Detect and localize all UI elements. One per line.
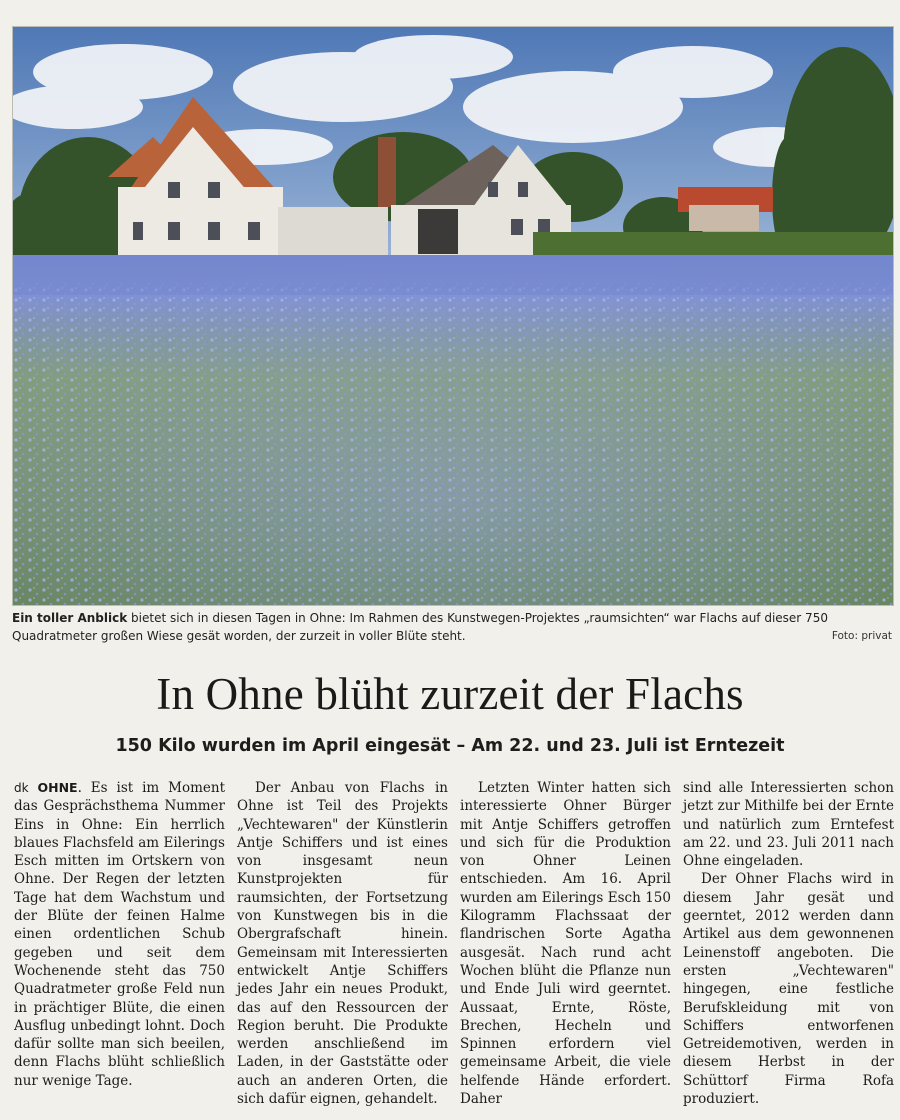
article-headline: In Ohne blüht zurzeit der Flachs — [156, 669, 744, 719]
article-column-2 — [237, 779, 448, 1108]
article-subheadline: 150 Kilo wurden im April eingesät – Am 22. und 23. Juli ist Erntezeit — [115, 736, 785, 756]
author-initials: dk — [14, 781, 29, 795]
dateline: OHNE — [37, 780, 78, 795]
article-column-3 — [460, 779, 671, 1108]
photo-credit: Foto: privat — [831, 630, 892, 642]
article-column-1 — [14, 779, 225, 1090]
column-4-text-1: sind alle Interessierten schon jetzt zur Mithilfe bei der Ernte und natürlich zum Erntefest am 22. und 23. Juli 2011 nach Ohne eingeladen. — [683, 780, 894, 870]
caption-text: bietet sich in diesen Tagen in Ohne: Im Rahmen des Kunstwegen-Projektes „raumsichten“ war Flachs auf dieser 750 Quadratmeter großen Wiese gesät worden, der zurzeit in voller Blüte steht. — [12, 611, 828, 643]
photo-caption — [12, 609, 892, 645]
column-2-text: Der Anbau von Flachs in Ohne ist Teil des Projekts „Vechtewaren" der Künstlerin Antje Schiffers und ist eines von insgesamt neun Kunstprojekten für raumsichten, der Fortsetzung von Kunstwegen bis in die Obergrafschaft hinein. Gemeinsam mit Interessierten entwickelt Antje Schiffers jedes Jahr ein neues Produkt, das auf den Ressourcen der Region beruht. Die Produkte werden anschließend im Laden, in der Gaststätte oder auch an anderen Orten, die sich dafür eignen, gehandelt. — [237, 780, 448, 1108]
column-1-text: . Es ist im Moment das Gesprächsthema Nummer Eins in Ohne: Ein herrlich blaues Flachsfeld am Eilerings Esch mitten im Ortskern von Ohne. Der Regen der letzten Tage hat dem Wachstum und der Blüte der feinen Halme einen ordentlichen Schub gegeben und seit dem Wochenende steht das 750 Quadratmeter große Feld nun in prächtiger Blüte, die einen Ausflug unbedingt lohnt. Doch dafür sollte man sich beeilen, denn Flachs blüht schließlich nur wenige Tage. — [14, 780, 225, 1089]
caption-lead: Ein toller Anblick — [12, 611, 128, 625]
column-3-text: Letzten Winter hatten sich interessierte Ohner Bürger mit Antje Schiffers getroffen und sich für die Produktion von Ohner Leinen entschieden. Am 16. April wurden am Eilerings Esch 150 Kilogramm Flachssaat der flandrischen Sorte Agatha ausgesät. Nach rund acht Wochen blüht die Pflanze nun und Ende Juli wird geerntet. Aussaat, Ernte, Röste, Brechen, Hecheln und Spinnen erfordern viel gemeinsame Arbeit, die viele helfende Hände erfordert. Daher — [460, 780, 671, 1108]
article-column-4 — [683, 779, 894, 1108]
column-4-text-2: Der Ohner Flachs wird in diesem Jahr gesät und geerntet, 2012 werden dann Artikel aus dem gewonnenen Leinenstoff angeboten. Die ersten „Vechtewaren" hingegen, eine festliche Berufskleidung mit von Schiffers entworfenen Getreidemotiven, werden in diesem Herbst in der Schüttorf Firma Rofa produziert. — [683, 871, 894, 1108]
flax-field-photo — [12, 26, 894, 606]
